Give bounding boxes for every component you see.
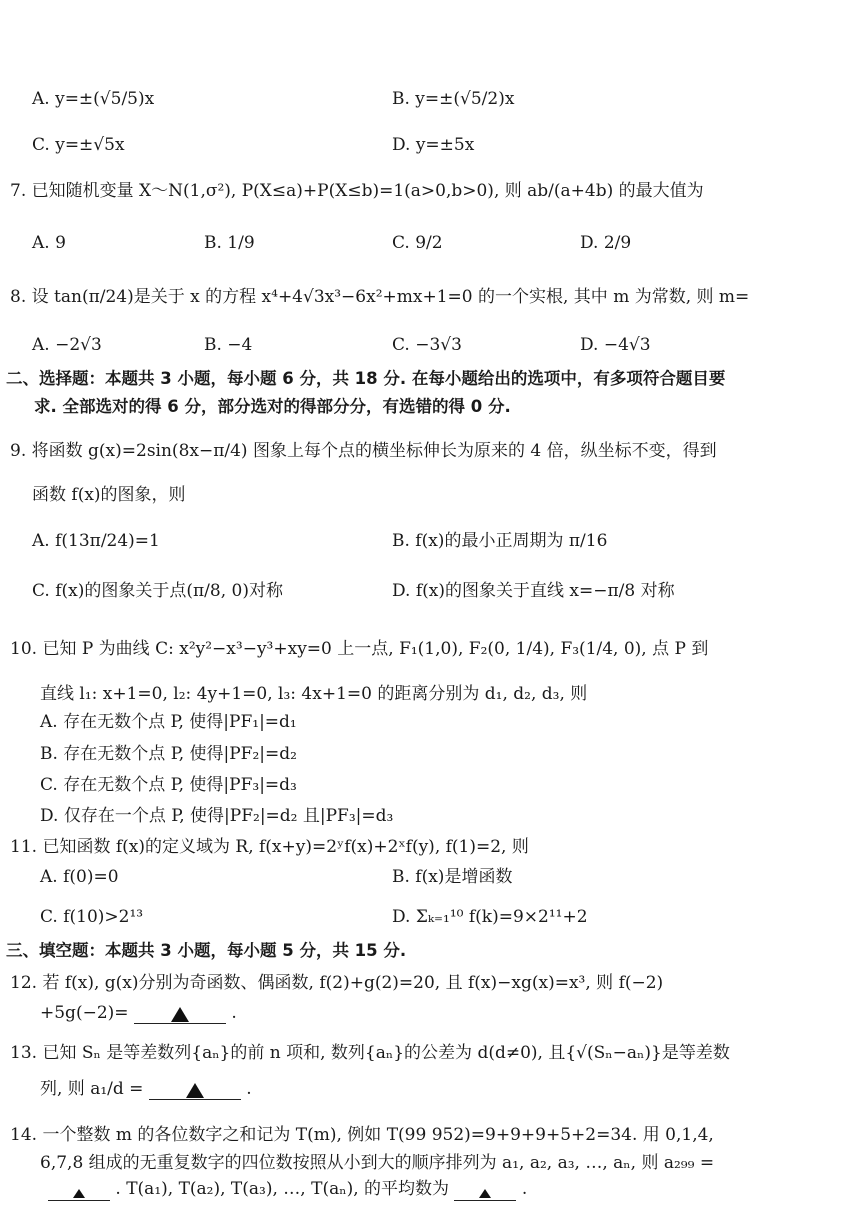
- q12-answer-blank: [134, 1005, 226, 1024]
- triangle-icon: [186, 1083, 204, 1098]
- q12-stem-line2: [40, 1002, 237, 1024]
- q9-stem-line2: 函数 f(x)的图象，则: [32, 485, 186, 505]
- q11-option-a: A. f(0)=0: [40, 867, 119, 887]
- q10-stem-line2: 直线 l₁: x+1=0, l₂: 4y+1=0, l₃: 4x+1=0 的距离分别为 d₁, d₂, d₃, 则: [40, 684, 588, 704]
- triangle-icon: [73, 1189, 85, 1198]
- q8-option-d: D. −4√3: [580, 335, 651, 355]
- q9-option-b: B. f(x)的最小正周期为 π/16: [392, 531, 608, 551]
- section3-heading: 三、填空题：本题共 3 小题，每小题 5 分，共 15 分.: [6, 941, 407, 960]
- section2-heading: 二、选择题：本题共 3 小题，每小题 6 分，共 18 分. 在每小题给出的选项中，有多项符合题目要: [6, 369, 726, 388]
- q8-option-b: B. −4: [204, 335, 253, 355]
- q9-option-d: D. f(x)的图象关于直线 x=−π/8 对称: [392, 581, 675, 601]
- q12-stem-line1: 12. 若 f(x), g(x)分别为奇函数、偶函数, f(2)+g(2)=20, 且 f(x)−xg(x)=x³, 则 f(−2): [10, 973, 664, 993]
- q7-stem: 7. 已知随机变量 X～N(1,σ²), P(X≤a)+P(X≤b)=1(a>0,b>0), 则 ab/(a+4b) 的最大值为: [10, 181, 704, 201]
- q13-stem-line1: 13. 已知 Sₙ 是等差数列{aₙ}的前 n 项和, 数列{aₙ}的公差为 d(d≠0), 且{√(Sₙ−aₙ)}是等差数: [10, 1043, 730, 1063]
- q14-stem-line2: 6,7,8 组成的无重复数字的四位数按照从小到大的顺序排列为 a₁, a₂, a₃, …, aₙ, 则 a₂₉₉ =: [40, 1153, 715, 1173]
- section2-heading-cont: 求. 全部选对的得 6 分，部分选对的得部分分，有选错的得 0 分.: [34, 397, 511, 416]
- q14-text-post: .: [521, 1179, 528, 1199]
- q14-stem-line3: [48, 1178, 527, 1201]
- q14-text-mid: . T(a₁), T(a₂), T(a₃), …, T(aₙ), 的平均数为: [115, 1179, 450, 1199]
- q11-option-d: D. Σₖ₌₁¹⁰ f(k)=9×2¹¹+2: [392, 907, 588, 927]
- q13-answer-blank: [149, 1081, 241, 1100]
- q6-option-b: B. y=±(√5/2)x: [392, 89, 515, 109]
- q14-answer-blank-2: [454, 1182, 516, 1201]
- q11-stem: 11. 已知函数 f(x)的定义域为 R, f(x+y)=2ʸf(x)+2ˣf(y), f(1)=2, 则: [10, 837, 529, 857]
- q8-stem: 8. 设 tan(π/24)是关于 x 的方程 x⁴+4√3x³−6x²+mx+1=0 的一个实根, 其中 m 为常数, 则 m=: [10, 287, 750, 307]
- q6-option-c: C. y=±√5x: [32, 135, 125, 155]
- triangle-icon: [479, 1189, 491, 1198]
- q11-option-c: C. f(10)>2¹³: [40, 907, 144, 927]
- q6-option-d: D. y=±5x: [392, 135, 475, 155]
- q7-option-a: A. 9: [32, 233, 66, 253]
- q14-answer-blank-1: [48, 1182, 110, 1201]
- q13-text-pre: 列, 则 a₁/d =: [40, 1079, 144, 1099]
- q10-option-b: B. 存在无数个点 P, 使得|PF₂|=d₂: [40, 744, 297, 764]
- q12-text-pre: +5g(−2)=: [40, 1003, 129, 1023]
- q7-option-d: D. 2/9: [580, 233, 632, 253]
- q13-text-post: .: [246, 1079, 252, 1099]
- q10-option-a: A. 存在无数个点 P, 使得|PF₁|=d₁: [40, 712, 297, 732]
- q7-option-c: C. 9/2: [392, 233, 443, 253]
- q9-option-a: A. f(13π/24)=1: [32, 531, 160, 551]
- q12-text-post: .: [231, 1003, 237, 1023]
- q10-stem-line1: 10. 已知 P 为曲线 C: x²y²−x³−y³+xy=0 上一点, F₁(1,0), F₂(0, 1/4), F₃(1/4, 0), 点 P 到: [10, 639, 709, 659]
- q8-option-a: A. −2√3: [32, 335, 102, 355]
- q11-option-b: B. f(x)是增函数: [392, 867, 513, 887]
- q8-option-c: C. −3√3: [392, 335, 462, 355]
- q10-option-d: D. 仅存在一个点 P, 使得|PF₂|=d₂ 且|PF₃|=d₃: [40, 806, 394, 826]
- triangle-icon: [171, 1007, 189, 1022]
- q10-option-c: C. 存在无数个点 P, 使得|PF₃|=d₃: [40, 775, 297, 795]
- q9-stem-line1: 9. 将函数 g(x)=2sin(8x−π/4) 图象上每个点的横坐标伸长为原来的 4 倍，纵坐标不变，得到: [10, 441, 717, 461]
- q13-stem-line2: [40, 1078, 252, 1100]
- q14-stem-line1: 14. 一个整数 m 的各位数字之和记为 T(m), 例如 T(99 952)=9+9+9+5+2=34. 用 0,1,4,: [10, 1125, 714, 1145]
- q6-option-a: A. y=±(√5/5)x: [32, 89, 155, 109]
- q7-option-b: B. 1/9: [204, 233, 255, 253]
- q9-option-c: C. f(x)的图象关于点(π/8, 0)对称: [32, 581, 283, 601]
